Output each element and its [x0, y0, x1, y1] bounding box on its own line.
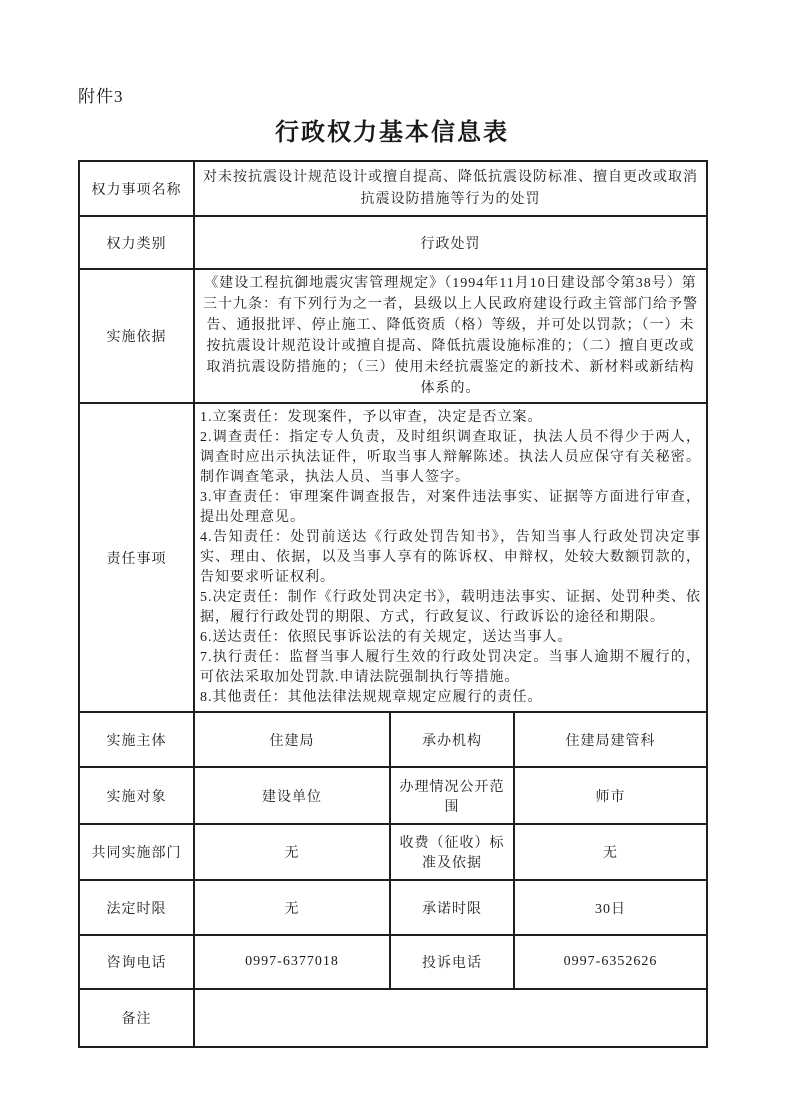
row-implementation-target: [79, 767, 707, 824]
duty-item-4: 4.告知责任：处罚前送达《行政处罚告知书》，告知当事人行政处罚决定事实、理由、依据，以及当事人享有的陈诉权、申辩权，处较大数额罚款的，告知要求听证权利。: [200, 529, 701, 585]
duty-item-6: 6.送达责任：依照民事诉讼法的有关规定，送达当事人。: [200, 629, 573, 645]
responsibility-items-value: [194, 403, 707, 712]
power-item-name-label: 权力事项名称: [79, 161, 194, 216]
duty-item-1: 1.立案责任：发现案件，予以审查，决定是否立案。: [200, 409, 543, 425]
page-title: 行政权力基本信息表: [275, 120, 509, 146]
row-responsibility-items: [79, 403, 707, 712]
power-category-value: 行政处罚: [194, 216, 707, 269]
statutory-time-limit-value: 无: [194, 880, 390, 935]
row-phone-numbers: [79, 935, 707, 989]
row-power-category: [79, 216, 707, 269]
power-item-name-value: 对未按抗震设计规范设计或擅自提高、降低抗震设防标准、擅自更改或取消抗震设防措施等行为的处罚: [194, 161, 707, 216]
duty-item-8: 8.其他责任：其他法律法规规章规定应履行的责任。: [200, 689, 543, 705]
duty-item-5: 5.决定责任：制作《行政处罚决定书》，载明违法事实、证据、处罚种类、依据，履行行政处罚的期限、方式，行政复议、行政诉讼的途径和期限。: [200, 589, 701, 625]
row-power-item-name: [79, 161, 707, 216]
duty-item-7: 7.执行责任：监督当事人履行生效的行政处罚决定。当事人逾期不履行的，可依法采取加处罚款.申请法院强制执行等措施。: [200, 649, 701, 685]
power-category-label: 权力类别: [79, 216, 194, 269]
complaint-phone-label: 投诉电话: [390, 935, 514, 989]
joint-implementation-label: 共同实施部门: [79, 824, 194, 880]
remarks-label: 备注: [79, 989, 194, 1047]
attachment-label: 附件3: [78, 87, 124, 106]
row-statutory-time-limit: [79, 880, 707, 935]
complaint-phone-value: 0997-6352626: [514, 935, 707, 989]
implementation-target-value: 建设单位: [194, 767, 390, 824]
implementing-subject-label: 实施主体: [79, 712, 194, 767]
disclosure-scope-value: 师市: [514, 767, 707, 824]
implementation-target-label: 实施对象: [79, 767, 194, 824]
row-implementing-subject: [79, 712, 707, 767]
consultation-phone-label: 咨询电话: [79, 935, 194, 989]
consultation-phone-value: 0997-6377018: [194, 935, 390, 989]
implementation-basis-value: 《建设工程抗御地震灾害管理规定》（1994年11月10日建设部令第38号）第三十九条：有下列行为之一者，县级以上人民政府建设行政主管部门给予警告、通报批评、停止施工、降低资质（格）等级，并可处以罚款；（一）未按抗震设计规范设计或擅自提高、降低抗震设施标准的；（二）擅自更改或取消抗震设防措施的；（三）使用未经抗震鉴定的新技术、新材料或新结构体系的。: [194, 269, 707, 403]
fee-standard-label: 收费（征收）标准及依据: [390, 824, 514, 880]
disclosure-scope-label: 办理情况公开范围: [390, 767, 514, 824]
remarks-value: [194, 989, 707, 1047]
promised-time-limit-label: 承诺时限: [390, 880, 514, 935]
promised-time-limit-value: 30日: [514, 880, 707, 935]
statutory-time-limit-label: 法定时限: [79, 880, 194, 935]
implementing-subject-value: 住建局: [194, 712, 390, 767]
fee-standard-value: 无: [514, 824, 707, 880]
duty-item-2: 2.调查责任：指定专人负责，及时组织调查取证，执法人员不得少于两人，调查时应出示执法证件，听取当事人辩解陈述。执法人员应保守有关秘密。制作调查笔录，执法人员、当事人签字。: [200, 429, 701, 485]
duty-item-3: 3.审查责任：审理案件调查报告，对案件违法事实、证据等方面进行审查，提出处理意见。: [200, 489, 701, 525]
joint-implementation-value: 无: [194, 824, 390, 880]
row-remarks: [79, 989, 707, 1047]
responsibility-items-label: 责任事项: [79, 403, 194, 712]
row-implementation-basis: [79, 269, 707, 403]
row-joint-implementation: [79, 824, 707, 880]
admin-power-info-table: [78, 160, 708, 1048]
undertaking-agency-label: 承办机构: [390, 712, 514, 767]
implementation-basis-label: 实施依据: [79, 269, 194, 403]
undertaking-agency-value: 住建局建管科: [514, 712, 707, 767]
